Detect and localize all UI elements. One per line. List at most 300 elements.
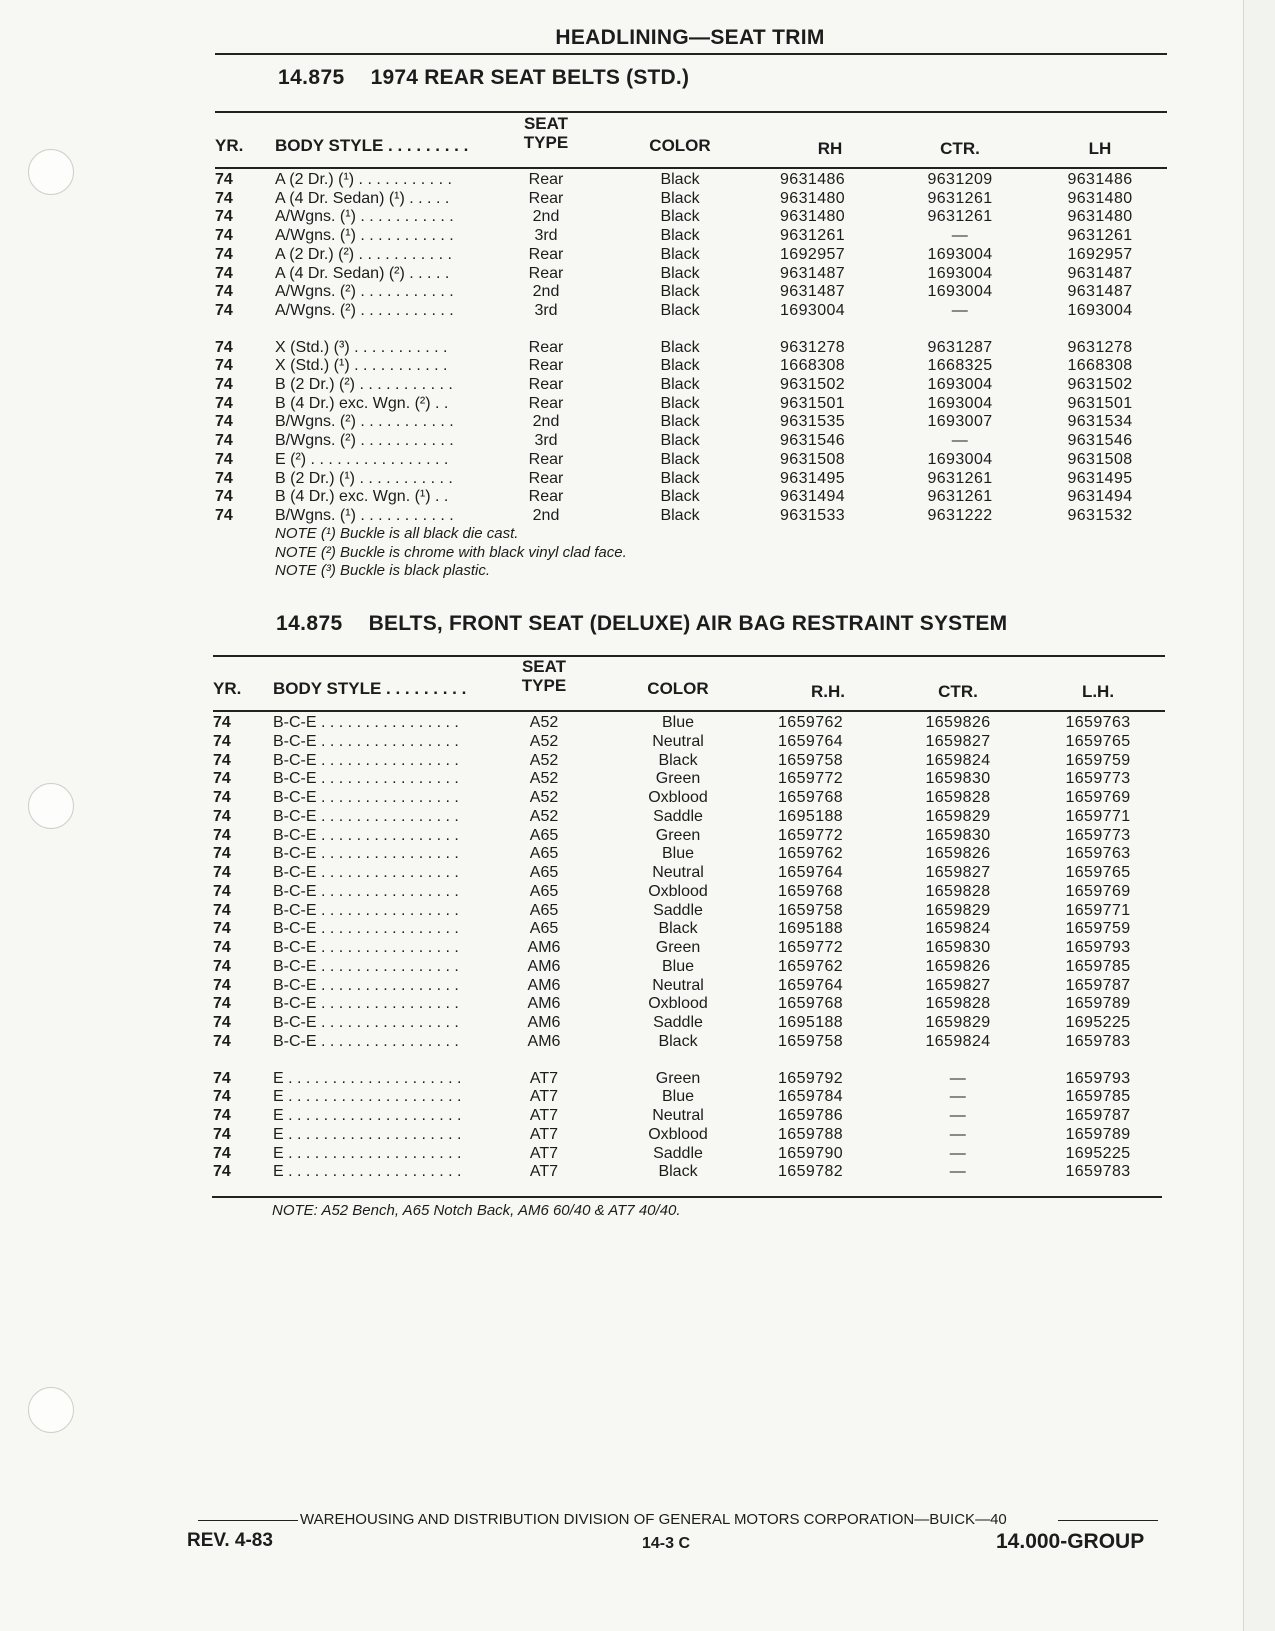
- cell-ctr: 1659824: [925, 751, 991, 769]
- cell-color: Black: [660, 413, 700, 431]
- cell-ctr: 1659827: [925, 864, 991, 881]
- cell-yr: 74: [213, 1069, 231, 1087]
- cell-color: Black: [660, 394, 700, 412]
- section1-title: [278, 66, 689, 90]
- cell-seat: A52: [529, 789, 559, 806]
- cell-ctr: 1693004: [927, 264, 993, 282]
- cell-lh: 1659783: [1065, 1163, 1131, 1181]
- cell-seat: AT7: [529, 1163, 559, 1181]
- footer-revision: REV. 4-83: [187, 1530, 273, 1551]
- cell-color: Black: [658, 1163, 698, 1181]
- cell-lh: 9631508: [1067, 450, 1133, 468]
- cell-yr: 74: [213, 751, 231, 769]
- cell-color: Black: [660, 469, 700, 487]
- cell-seat: AT7: [529, 1088, 559, 1106]
- cell-lh: 9631487: [1067, 283, 1133, 301]
- cell-seat: Rear: [528, 338, 564, 356]
- cell-lh: 9631502: [1067, 376, 1133, 393]
- cell-yr: 74: [215, 376, 233, 393]
- cell-seat: Rear: [528, 264, 564, 282]
- cell-color: Neutral: [652, 976, 704, 994]
- cell-color: Black: [660, 432, 700, 450]
- cell-rh: 1659782: [778, 1163, 844, 1181]
- cell-seat: Rear: [528, 245, 564, 263]
- cell-rh: 1659762: [778, 957, 844, 975]
- cell-body: B/Wgns. (²) . . . . . . . . . . .: [275, 432, 454, 450]
- cell-seat: A65: [529, 882, 559, 900]
- cell-body: X (Std.) (³) . . . . . . . . . . .: [275, 338, 448, 356]
- cell-body: E . . . . . . . . . . . . . . . . . . . .: [273, 1107, 462, 1124]
- cell-yr: 74: [215, 338, 233, 356]
- cell-seat: 2nd: [532, 506, 560, 524]
- cell-ctr: —: [949, 1125, 967, 1143]
- cell-ctr: —: [949, 1088, 967, 1106]
- cell-body: E . . . . . . . . . . . . . . . . . . . .: [273, 1088, 462, 1106]
- cell-lh: 1659759: [1065, 751, 1131, 769]
- cell-body: B/Wgns. (¹) . . . . . . . . . . .: [275, 506, 454, 524]
- cell-rh: 1659786: [778, 1107, 844, 1124]
- cell-seat: Rear: [528, 394, 564, 412]
- section2-header-rule: [213, 710, 1165, 712]
- cell-seat: A52: [529, 770, 559, 788]
- table-row: [213, 1013, 1163, 1032]
- footer-group: 14.000-GROUP: [996, 1530, 1145, 1553]
- cell-seat: 2nd: [532, 208, 560, 226]
- cell-lh: 9631532: [1067, 506, 1133, 524]
- cell-ctr: 1659829: [925, 1014, 991, 1031]
- cell-rh: 1659758: [778, 1032, 844, 1050]
- cell-ctr: 1693004: [927, 394, 993, 412]
- table-row: [213, 751, 1163, 770]
- cell-rh: 9631501: [780, 394, 846, 412]
- cell-ctr: 1659826: [925, 957, 991, 975]
- column-header-lh: LH: [1088, 139, 1112, 158]
- cell-color: Blue: [661, 1088, 695, 1106]
- table-row: [215, 170, 1165, 189]
- cell-color: Oxblood: [648, 882, 708, 900]
- cell-ctr: 9631209: [927, 171, 993, 188]
- cell-lh: 9631480: [1067, 189, 1133, 207]
- binder-hole: [28, 783, 74, 829]
- cell-color: Oxblood: [648, 995, 708, 1013]
- cell-lh: 1659789: [1065, 995, 1131, 1013]
- cell-body: B-C-E . . . . . . . . . . . . . . . .: [273, 732, 459, 750]
- cell-lh: 1659773: [1065, 826, 1131, 844]
- binder-hole: [28, 149, 74, 195]
- cell-lh: 1659763: [1065, 845, 1131, 863]
- cell-seat: Rear: [528, 357, 564, 375]
- cell-yr: 74: [213, 770, 231, 788]
- cell-lh: 9631487: [1067, 264, 1133, 282]
- cell-yr: 74: [213, 1125, 231, 1143]
- table-row: [213, 844, 1163, 863]
- cell-seat: AM6: [527, 976, 561, 994]
- cell-yr: 74: [215, 208, 233, 226]
- table-row: [213, 788, 1163, 807]
- footnote: NOTE (¹) Buckle is all black die cast.: [275, 525, 519, 542]
- cell-yr: 74: [215, 189, 233, 207]
- section2-number: 14.875: [276, 612, 343, 635]
- cell-yr: 74: [215, 357, 233, 375]
- cell-seat: A65: [529, 901, 559, 919]
- cell-ctr: 1659830: [925, 826, 991, 844]
- cell-color: Black: [660, 189, 700, 207]
- section2-top-rule: [213, 655, 1165, 657]
- cell-rh: 1659764: [778, 976, 844, 994]
- cell-body: B-C-E . . . . . . . . . . . . . . . .: [273, 845, 459, 863]
- cell-color: Saddle: [653, 807, 703, 825]
- cell-yr: 74: [215, 301, 233, 319]
- column-header-ctr: CTR.: [940, 139, 980, 158]
- section1-top-rule: [215, 111, 1167, 113]
- cell-yr: 74: [213, 845, 231, 863]
- cell-seat: AT7: [529, 1107, 559, 1124]
- cell-yr: 74: [215, 171, 233, 188]
- cell-ctr: 1659830: [925, 939, 991, 956]
- cell-rh: 1659772: [778, 826, 844, 844]
- table-row: [215, 226, 1165, 245]
- cell-rh: 9631546: [780, 432, 846, 450]
- cell-yr: 74: [215, 450, 233, 468]
- cell-ctr: 1693007: [927, 413, 993, 431]
- cell-rh: 1659792: [778, 1069, 844, 1087]
- cell-body: B-C-E . . . . . . . . . . . . . . . .: [273, 976, 459, 994]
- cell-rh: 1659784: [778, 1088, 844, 1106]
- cell-yr: 74: [213, 826, 231, 844]
- cell-lh: 1659769: [1065, 882, 1131, 900]
- table-row: [213, 1162, 1163, 1181]
- table-row: [213, 807, 1163, 826]
- cell-lh: 1668308: [1067, 357, 1133, 375]
- cell-lh: 1692957: [1067, 245, 1133, 263]
- cell-lh: 1659787: [1065, 976, 1131, 994]
- section2-title: [276, 612, 1007, 636]
- cell-ctr: 1659829: [925, 807, 991, 825]
- cell-lh: 9631495: [1067, 469, 1133, 487]
- cell-yr: 74: [213, 1107, 231, 1124]
- cell-rh: 1659758: [778, 751, 844, 769]
- cell-ctr: 1668325: [927, 357, 993, 375]
- cell-body: A/Wgns. (¹) . . . . . . . . . . .: [275, 227, 454, 245]
- cell-seat: Rear: [528, 488, 564, 506]
- cell-lh: 1659785: [1065, 1088, 1131, 1106]
- table-row: [213, 863, 1163, 882]
- cell-yr: 74: [215, 283, 233, 301]
- cell-color: Black: [660, 357, 700, 375]
- cell-body: B-C-E . . . . . . . . . . . . . . . .: [273, 714, 459, 731]
- cell-ctr: 9631261: [927, 208, 993, 226]
- cell-color: Green: [655, 1069, 701, 1087]
- cell-yr: 74: [213, 732, 231, 750]
- cell-yr: 74: [213, 714, 231, 731]
- cell-lh: 9631494: [1067, 488, 1133, 506]
- cell-ctr: —: [949, 1163, 967, 1181]
- cell-yr: 74: [213, 939, 231, 956]
- cell-rh: 9631494: [780, 488, 846, 506]
- cell-lh: 9631501: [1067, 394, 1133, 412]
- cell-color: Saddle: [653, 1144, 703, 1162]
- cell-seat: AT7: [529, 1144, 559, 1162]
- cell-color: Black: [658, 920, 698, 938]
- cell-lh: 9631278: [1067, 338, 1133, 356]
- cell-yr: 74: [215, 432, 233, 450]
- cell-seat: 3rd: [534, 301, 558, 319]
- cell-body: B (4 Dr.) exc. Wgn. (²) . .: [275, 394, 449, 412]
- cell-body: B-C-E . . . . . . . . . . . . . . . .: [273, 807, 459, 825]
- footnote: NOTE (²) Buckle is chrome with black vinyl clad face.: [275, 543, 627, 561]
- cell-lh: 1659789: [1065, 1125, 1131, 1143]
- cell-rh: 1693004: [780, 301, 846, 319]
- cell-lh: 1659787: [1065, 1107, 1131, 1124]
- cell-body: B-C-E . . . . . . . . . . . . . . . .: [273, 789, 459, 806]
- cell-rh: 1659768: [778, 995, 844, 1013]
- column-header-body-style: BODY STYLE . . . . . . . . .: [275, 136, 469, 155]
- cell-color: Blue: [661, 957, 695, 975]
- cell-rh: 1659758: [778, 901, 844, 919]
- cell-body: B-C-E . . . . . . . . . . . . . . . .: [273, 770, 459, 788]
- cell-color: Black: [658, 1032, 698, 1050]
- cell-color: Saddle: [653, 901, 703, 919]
- cell-body: E . . . . . . . . . . . . . . . . . . . .: [273, 1125, 462, 1143]
- table-row: [213, 957, 1163, 976]
- cell-ctr: —: [949, 1144, 967, 1162]
- cell-rh: 9631480: [780, 189, 846, 207]
- table-row: [215, 506, 1165, 525]
- cell-rh: 1695188: [778, 807, 844, 825]
- binder-hole: [28, 1387, 74, 1433]
- cell-rh: 1659762: [778, 845, 844, 863]
- footer-page-number: 14-3 C: [642, 1535, 691, 1552]
- cell-lh: 9631546: [1067, 432, 1133, 450]
- table-row: [213, 919, 1163, 938]
- cell-color: Black: [660, 488, 700, 506]
- cell-seat: Rear: [528, 376, 564, 393]
- cell-rh: 9631487: [780, 264, 846, 282]
- cell-seat: 3rd: [534, 432, 558, 450]
- cell-rh: 9631480: [780, 208, 846, 226]
- cell-ctr: 1659828: [925, 995, 991, 1013]
- cell-rh: 1668308: [780, 357, 846, 375]
- column-header-seat-type: SEAT TYPE: [521, 657, 567, 695]
- cell-rh: 1659768: [778, 882, 844, 900]
- cell-rh: 1695188: [778, 920, 844, 938]
- cell-color: Oxblood: [648, 789, 708, 806]
- cell-rh: 1659788: [778, 1125, 844, 1143]
- cell-lh: 9631480: [1067, 208, 1133, 226]
- cell-rh: 1659772: [778, 770, 844, 788]
- cell-color: Neutral: [652, 864, 704, 881]
- cell-rh: 1659762: [778, 714, 844, 731]
- column-header-rh: R.H.: [811, 682, 845, 701]
- cell-ctr: 1659827: [925, 976, 991, 994]
- table-row: [215, 338, 1165, 357]
- table-row: [215, 412, 1165, 431]
- cell-yr: 74: [213, 995, 231, 1013]
- cell-yr: 74: [213, 1144, 231, 1162]
- cell-rh: 9631533: [780, 506, 846, 524]
- cell-ctr: 1693004: [927, 283, 993, 301]
- cell-ctr: 1659828: [925, 882, 991, 900]
- cell-color: Black: [660, 264, 700, 282]
- cell-body: E . . . . . . . . . . . . . . . . . . . .: [273, 1144, 462, 1162]
- column-header-ctr: CTR.: [938, 682, 978, 701]
- cell-color: Black: [660, 171, 700, 188]
- cell-lh: 1659765: [1065, 732, 1131, 750]
- cell-body: A (2 Dr.) (²) . . . . . . . . . . .: [275, 245, 452, 263]
- table-row: [215, 375, 1165, 394]
- cell-seat: Rear: [528, 450, 564, 468]
- cell-lh: 9631486: [1067, 171, 1133, 188]
- cell-ctr: 1659828: [925, 789, 991, 806]
- table-row: [213, 1125, 1163, 1144]
- cell-seat: AM6: [527, 1032, 561, 1050]
- cell-lh: 1659773: [1065, 770, 1131, 788]
- cell-body: B-C-E . . . . . . . . . . . . . . . .: [273, 901, 459, 919]
- table-row: [213, 976, 1163, 995]
- cell-body: B-C-E . . . . . . . . . . . . . . . .: [273, 882, 459, 900]
- cell-seat: A52: [529, 714, 559, 731]
- cell-yr: 74: [213, 1032, 231, 1050]
- cell-seat: A52: [529, 732, 559, 750]
- cell-lh: 9631534: [1067, 413, 1133, 431]
- table-row: [215, 189, 1165, 208]
- table-row: [215, 207, 1165, 226]
- cell-body: E . . . . . . . . . . . . . . . . . . . .: [273, 1163, 462, 1181]
- cell-ctr: —: [949, 1107, 967, 1124]
- cell-ctr: 1659826: [925, 714, 991, 731]
- cell-ctr: 9631261: [927, 469, 993, 487]
- cell-ctr: 1659824: [925, 1032, 991, 1050]
- table-row: [213, 1032, 1163, 1051]
- cell-ctr: 1659826: [925, 845, 991, 863]
- cell-lh: 1659771: [1065, 807, 1131, 825]
- cell-yr: 74: [215, 506, 233, 524]
- column-header-rh: RH: [817, 139, 843, 158]
- table-row: [215, 394, 1165, 413]
- cell-lh: 1659785: [1065, 957, 1131, 975]
- page-title: HEADLINING—SEAT TRIM: [555, 26, 825, 49]
- cell-ctr: 1659830: [925, 770, 991, 788]
- cell-body: A/Wgns. (²) . . . . . . . . . . .: [275, 283, 454, 301]
- cell-body: A (4 Dr. Sedan) (¹) . . . . .: [275, 189, 450, 207]
- cell-seat: A65: [529, 826, 559, 844]
- table-row: [215, 245, 1165, 264]
- cell-seat: A65: [529, 920, 559, 938]
- title-rule: [215, 53, 1167, 55]
- table-row: [213, 994, 1163, 1013]
- cell-rh: 1659790: [778, 1144, 844, 1162]
- footer-rule-left: [198, 1520, 298, 1521]
- cell-yr: 74: [215, 413, 233, 431]
- cell-body: A (2 Dr.) (¹) . . . . . . . . . . .: [275, 171, 452, 188]
- table-row: [213, 1106, 1163, 1125]
- cell-color: Saddle: [653, 1014, 703, 1031]
- cell-ctr: 9631222: [927, 506, 993, 524]
- cell-body: B-C-E . . . . . . . . . . . . . . . .: [273, 1014, 459, 1031]
- table-row: [213, 882, 1163, 901]
- cell-color: Black: [660, 338, 700, 356]
- cell-yr: 74: [215, 394, 233, 412]
- cell-ctr: 1659824: [925, 920, 991, 938]
- cell-yr: 74: [213, 1163, 231, 1181]
- section2-note: NOTE: A52 Bench, A65 Notch Back, AM6 60/40 & AT7 40/40.: [272, 1202, 681, 1219]
- cell-ctr: 9631287: [927, 338, 993, 356]
- cell-body: A/Wgns. (¹) . . . . . . . . . . .: [275, 208, 454, 226]
- cell-lh: 1659771: [1065, 901, 1131, 919]
- cell-body: B-C-E . . . . . . . . . . . . . . . .: [273, 751, 459, 769]
- cell-yr: 74: [213, 957, 231, 975]
- column-header-color: COLOR: [647, 679, 709, 698]
- cell-ctr: —: [951, 432, 969, 450]
- cell-seat: AM6: [527, 1014, 561, 1031]
- cell-seat: Rear: [528, 189, 564, 207]
- cell-yr: 74: [213, 882, 231, 900]
- cell-ctr: —: [951, 301, 969, 319]
- section2-name: BELTS, FRONT SEAT (DELUXE) AIR BAG RESTRAINT SYSTEM: [368, 612, 1008, 635]
- table-row: [213, 938, 1163, 957]
- footnote: NOTE (³) Buckle is black plastic.: [275, 562, 491, 579]
- cell-seat: A65: [529, 864, 559, 881]
- footer-division-line: WAREHOUSING AND DISTRIBUTION DIVISION OF GENERAL MOTORS CORPORATION—BUICK—40: [300, 1511, 1007, 1528]
- table-row: [215, 356, 1165, 375]
- cell-lh: 1659763: [1065, 714, 1131, 731]
- cell-color: Green: [655, 826, 701, 844]
- cell-yr: 74: [213, 1014, 231, 1031]
- cell-rh: 9631261: [780, 227, 846, 245]
- cell-body: B (2 Dr.) (²) . . . . . . . . . . .: [275, 376, 453, 393]
- cell-lh: 1659793: [1065, 939, 1131, 956]
- cell-seat: A65: [529, 845, 559, 863]
- section1-number: 14.875: [278, 66, 345, 89]
- cell-color: Black: [658, 751, 698, 769]
- cell-body: B-C-E . . . . . . . . . . . . . . . .: [273, 957, 459, 975]
- column-header-lh: L.H.: [1081, 682, 1115, 701]
- cell-lh: 1659759: [1065, 920, 1131, 938]
- cell-rh: 1692957: [780, 245, 846, 263]
- cell-seat: A52: [529, 751, 559, 769]
- table-row: [213, 769, 1163, 788]
- cell-color: Green: [655, 770, 701, 788]
- cell-color: Black: [660, 506, 700, 524]
- cell-lh: 1659765: [1065, 864, 1131, 881]
- cell-ctr: —: [951, 227, 969, 245]
- cell-yr: 74: [213, 807, 231, 825]
- cell-rh: 9631495: [780, 469, 846, 487]
- cell-rh: 1659764: [778, 732, 844, 750]
- column-header-seat-type: SEAT TYPE: [523, 114, 569, 152]
- column-header-yr: YR.: [213, 679, 242, 698]
- section1-header-rule: [215, 167, 1167, 169]
- cell-seat: 3rd: [534, 227, 558, 245]
- cell-yr: 74: [213, 789, 231, 806]
- cell-rh: 9631508: [780, 450, 846, 468]
- table-row: [213, 713, 1163, 732]
- cell-ctr: 1693004: [927, 376, 993, 393]
- table-row: [213, 732, 1163, 751]
- cell-yr: 74: [213, 901, 231, 919]
- cell-rh: 9631486: [780, 171, 846, 188]
- cell-ctr: 1693004: [927, 245, 993, 263]
- column-header-color: COLOR: [649, 136, 711, 155]
- cell-rh: 1695188: [778, 1014, 844, 1031]
- cell-rh: 9631535: [780, 413, 846, 431]
- cell-seat: AT7: [529, 1125, 559, 1143]
- table-row: [215, 264, 1165, 283]
- table-row: [215, 301, 1165, 320]
- cell-body: E (²) . . . . . . . . . . . . . . . .: [275, 450, 449, 468]
- cell-color: Blue: [661, 714, 695, 731]
- cell-color: Black: [660, 208, 700, 226]
